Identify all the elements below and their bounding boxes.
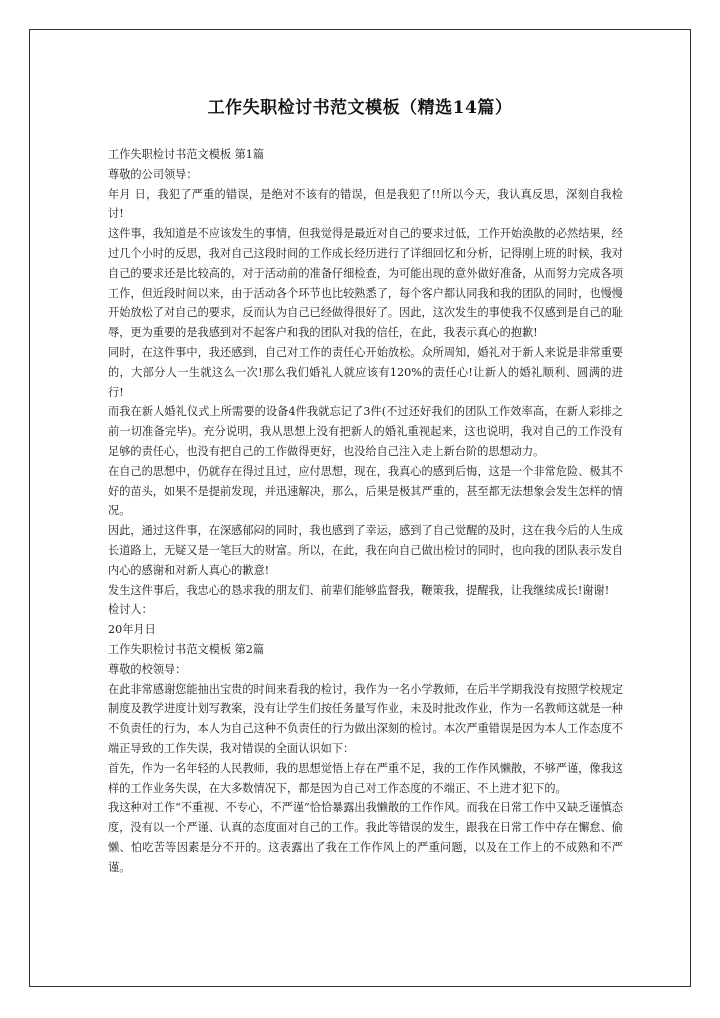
- body-paragraph: 这件事，我知道是不应该发生的事情，但我觉得是最近对自己的要求过低，工作开始涣散的必然结果，经过几个小时的反思，我对自己这段时间的工作成长经历进行了详细回忆和分析，记得刚上班的时候，我对自己的要求还是比较高的，对于活动前的准备仔细检查，为可能出现的意外做好准备，从而努力完成各项工作，但近段时间以来，由于活动各个环节也比较熟悉了，每个客户都认同我和我的团队的同时，也慢慢开始放松了对自己的要求，反而认为自己已经做得很好了。因此，这次发生的事使我不仅感到是自己的耻辱，更为重要的是我感到对不起客户和我的团队对我的信任，在此，我表示真心的抱歉!: [108, 227, 623, 340]
- body-paragraph: 同时，在这件事中，我还感到，自己对工作的责任心开始放松。众所周知，婚礼对于新人来说是非常重要的，大部分人一生就这么一次!那么我们婚礼人就应该有120%的责任心!让新人的婚礼顺利、圆满的进行!: [108, 345, 623, 399]
- signature-label: 检讨人：: [108, 603, 153, 617]
- body-paragraph: 而我在新人婚礼仪式上所需要的设备4件我就忘记了3件(不过还好我们的团队工作效率高，在新人彩排之前一切准备完毕)。充分说明，我从思想上没有把新人的婚礼重视起来，这也说明，我对自己的工作没有足够的责任心，也没有把自己的工作做得更好，也没给自己注入走上新台阶的思想动力。: [108, 405, 623, 458]
- section-heading-2: 工作失职检讨书范文模板 第2篇: [108, 642, 265, 656]
- body-paragraph: 首先，作为一名年轻的人民教师，我的思想觉悟上存在严重不足，我的工作作风懒散，不够严谨，像我这样的工作业务失误，在大多数情况下，都是因为自己对工作态度的不端正、不上进才犯下的。: [108, 761, 623, 795]
- body-paragraph: 我这种对工作“不重视、不专心，不严谨”恰恰暴露出我懒散的工作作风。而我在日常工作中又缺乏谨慎态度，没有以一个严谨、认真的态度面对自己的工作。我此等错误的发生，跟我在日常工作中存在懈怠、偷懒、怕吃苦等因素是分不开的。这表露出了我在工作作风上的严重问题，以及在工作上的不成熟和不严谨。: [108, 801, 623, 874]
- body-paragraph: 发生这件事后，我忠心的恳求我的朋友们、前辈们能够监督我，鞭策我，提醒我，让我继续成长!谢谢!: [108, 583, 610, 597]
- body-paragraph: 年月 日，我犯了严重的错误，是绝对不该有的错误，但是我犯了!!所以今天，我认真反思，深刻自我检讨!: [108, 187, 623, 221]
- section-heading-1: 工作失职检讨书范文模板 第1篇: [108, 148, 265, 161]
- document-body: [108, 145, 623, 877]
- body-paragraph: 因此，通过这件事，在深感郁闷的同时，我也感到了幸运，感到了自己觉醒的及时，这在我今后的人生成长道路上，无疑又是一笔巨大的财富。所以，在此，我在向自己做出检讨的同时，也向我的团队表示发自内心的感谢和对新人真心的歉意!: [108, 524, 623, 577]
- signature-date: 20年月日: [108, 623, 156, 637]
- salutation-1: 尊敬的公司领导：: [108, 167, 198, 181]
- body-paragraph: 在此非常感谢您能抽出宝贵的时间来看我的检讨，我作为一名小学教师，在后半学期我没有按照学校规定制度及教学进度计划写教案，没有让学生们按任务量写作业，未及时批改作业，作为一名教师这就是一种不负责任的行为，本人为自己这种不负责任的行为做出深刻的检讨。本次严重错误是因为本人工作态度不端正导致的工作失误，我对错误的全面认识如下：: [108, 682, 623, 755]
- salutation-2: 尊敬的校领导：: [108, 662, 187, 676]
- document-title: 工作失职检讨书范文模板（精选14篇）: [207, 98, 513, 118]
- body-paragraph: 在自己的思想中，仍就存在得过且过，应付思想，现在，我真心的感到后悔，这是一个非常危险、极其不好的苗头，如果不是提前发现，并迅速解决，那么，后果是极其严重的，甚至都无法想象会发生怎样的情况。: [108, 464, 623, 518]
